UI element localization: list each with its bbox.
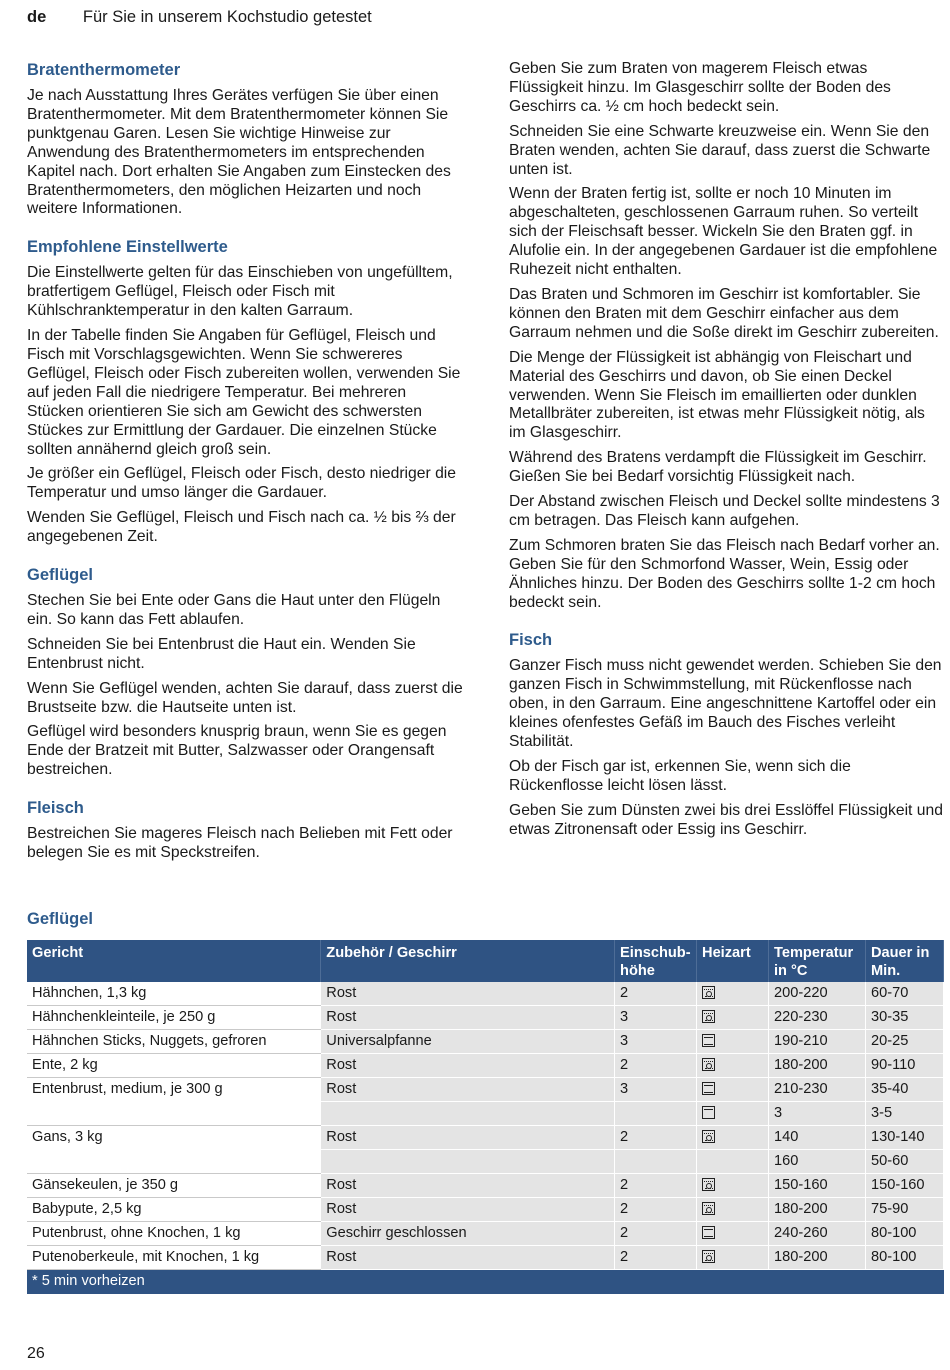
temperature-cell: 140 (769, 1126, 866, 1150)
paragraph: Wenn der Braten fertig ist, sollte er noch 10 Minuten im abgeschalteten, geschlossenen Garraum ruhen. So verteilt sich der Fleischsaft besser. Wickeln Sie den Braten ggf. in Alufolie ein. In der angegebenen Gardauer ist die empfohlene Ruhezeit nicht enthalten. (509, 185, 938, 279)
temperature-cell: 200-220 (769, 982, 866, 1006)
heating-mode-cell (697, 1198, 769, 1222)
heating-mode-cell (697, 1054, 769, 1078)
dish-cell: Hähnchenkleinteile, je 250 g (27, 1006, 321, 1030)
duration-cell: 20-25 (865, 1030, 943, 1054)
language-code: de (27, 8, 47, 26)
fan-grill-icon (702, 1130, 715, 1143)
icon-line (705, 1260, 713, 1261)
table-footnote-row (27, 1270, 944, 1294)
level-cell: 3 (615, 1006, 697, 1030)
icon-line (705, 1140, 713, 1141)
paragraph: Schneiden Sie bei Entenbrust die Haut ein. Wenden Sie Entenbrust nicht. (27, 635, 416, 672)
temperature-cell: 150-160 (769, 1174, 866, 1198)
page-header (27, 8, 372, 27)
accessory-cell: Geschirr geschlossen (321, 1222, 615, 1246)
footnote: * 5 min vorheizen (27, 1270, 944, 1294)
dish-cell: Ente, 2 kg (27, 1054, 321, 1078)
temperature-cell: 210-230 (769, 1078, 866, 1102)
heating-mode-cell (697, 1174, 769, 1198)
paragraph: Ob der Fisch gar ist, erkennen Sie, wenn sich die Rückenflosse leicht lösen lässt. (509, 758, 851, 794)
heating-mode-cell (697, 1126, 769, 1150)
column-header: Temperatur in °C (769, 940, 866, 982)
dish-cell: Gans, 3 kg (27, 1126, 321, 1150)
paragraph: Je größer ein Geflügel, Fleisch oder Fisch, desto niedriger die Temperatur und umso länger die Gardauer. (27, 465, 457, 502)
temperature-cell: 180-200 (769, 1198, 866, 1222)
column-header: Dauer in Min. (865, 940, 943, 982)
level-cell: 2 (615, 1126, 697, 1150)
fan-grill-icon (702, 986, 715, 999)
section-heading: Geflügel (27, 566, 94, 585)
table-row (27, 1006, 944, 1030)
level-cell: 3 (615, 1078, 697, 1102)
level-cell: 2 (615, 1198, 697, 1222)
section-heading: Fisch (509, 631, 553, 650)
paragraph: Wenden Sie Geflügel, Fleisch und Fisch nach ca. ½ bis ⅔ der angegebenen Zeit. (27, 509, 456, 546)
accessory-cell (321, 1150, 615, 1174)
dish-cell: Putenoberkeule, mit Knochen, 1 kg (27, 1246, 321, 1270)
accessory-cell: Rost (321, 1198, 615, 1222)
table-header-row (27, 940, 944, 982)
section-heading: Fleisch (27, 799, 84, 818)
table-row (27, 1102, 944, 1126)
top-bottom-icon (702, 1082, 715, 1095)
paragraph: Die Menge der Flüssigkeit ist abhängig von Fleischart und Material des Geschirrs und davon, ob Sie einen Deckel verwenden. Wenn Sie Fleisch im emaillierten oder dunklen Metallbräter zubereiten, ist etwas mehr Flüssigkeit nötig, als im Glasgeschirr. (509, 348, 925, 442)
column-header: Einschub-höhe (615, 940, 697, 982)
temperature-cell: 160 (769, 1150, 866, 1174)
level-cell: 2 (615, 1246, 697, 1270)
fan-grill-icon (702, 1250, 715, 1263)
section-gap (27, 786, 467, 798)
accessory-cell (321, 1102, 615, 1126)
paragraph: Geben Sie zum Braten von magerem Fleisch etwas Flüssigkeit hinzu. Im Glasgeschirr sollte der Boden des Geschirrs ca. ½ cm hoch bedeckt sein. (509, 60, 891, 115)
fan-grill-icon (702, 1178, 715, 1191)
temperature-cell: 3 (769, 1102, 866, 1126)
heating-mode-cell (697, 1222, 769, 1246)
dish-cell: Gänsekeulen, je 350 g (27, 1174, 321, 1198)
top-icon (702, 1106, 715, 1119)
paragraph: Die Einstellwerte gelten für das Einschieben von ungefülltem, bratfertigem Geflügel, Fleisch oder Fisch mit Kühlschranktemperatur in den kalten Garraum. (27, 264, 453, 320)
table-row (27, 1030, 944, 1054)
table-title: Geflügel (27, 910, 94, 928)
icon-line (705, 1020, 713, 1021)
level-cell: 2 (615, 1174, 697, 1198)
paragraph: Geflügel wird besonders knusprig braun, wenn Sie es gegen Ende der Bratzeit mit Butter, Salzwasser oder Orangensaft bestreichen. (27, 723, 447, 779)
accessory-cell: Rost (321, 1054, 615, 1078)
column-header: Gericht (27, 940, 321, 982)
temperature-cell: 190-210 (769, 1030, 866, 1054)
section-gap (27, 553, 467, 565)
duration-cell: 75-90 (865, 1198, 943, 1222)
paragraph: Während des Bratens verdampft die Flüssigkeit im Geschirr. Gießen Sie bei Bedarf vorsichtig Flüssigkeit nach. (509, 449, 927, 486)
temperature-cell: 240-260 (769, 1222, 866, 1246)
paragraph: Ganzer Fisch muss nicht gewendet werden. Schieben Sie den ganzen Fisch in Schwimmstellung, mit Rückenflosse nach oben, in den Garraum. Eine angeschnittene Kartoffel oder ein kleines ofenfestes Gefäß im Bauch des Fisches verleiht Stabilität. (509, 657, 942, 751)
fan-grill-icon (702, 1010, 715, 1023)
accessory-cell: Universalpfanne (321, 1030, 615, 1054)
heating-mode-cell (697, 1102, 769, 1126)
table-row (27, 1174, 944, 1198)
header-title: Für Sie in unserem Kochstudio getestet (82, 8, 372, 26)
dish-cell: Putenbrust, ohne Knochen, 1 kg (27, 1222, 321, 1246)
dish-cell: Babypute, 2,5 kg (27, 1198, 321, 1222)
level-cell: 2 (615, 1054, 697, 1078)
temperature-cell: 180-200 (769, 1054, 866, 1078)
paragraph: Bestreichen Sie mageres Fleisch nach Belieben mit Fett oder belegen Sie es mit Speckstreifen. (27, 825, 453, 862)
accessory-cell: Rost (321, 1246, 615, 1270)
column-header: Zubehör / Geschirr (321, 940, 615, 982)
table-row (27, 1078, 944, 1102)
top-bottom-icon (702, 1034, 715, 1047)
duration-cell: 30-35 (865, 1006, 943, 1030)
top-bottom-icon (702, 1226, 715, 1239)
dish-cell: Hähnchen, 1,3 kg (27, 982, 321, 1006)
level-cell (615, 1150, 697, 1174)
dish-cell (27, 1102, 321, 1126)
accessory-cell: Rost (321, 982, 615, 1006)
table-row (27, 1222, 944, 1246)
table-row (27, 1198, 944, 1222)
duration-cell: 80-100 (865, 1246, 943, 1270)
paragraph: Stechen Sie bei Ente oder Gans die Haut unter den Flügeln ein. So kann das Fett ablaufen. (27, 592, 441, 628)
paragraph: Je nach Ausstattung Ihres Gerätes verfügen Sie über einen Bratenthermometer. Mit dem Bratenthermometer können Sie punktgenau Garen. Lesen Sie wichtige Hinweise zur Anwendung des Bratenthermometers im entsprechenden Kapitel nach. Dort erhalten Sie Angaben zum Einstecken des Bratenthermometers, den möglichen Heizarten und noch weitere Informationen. (27, 87, 451, 218)
section-heading: Bratenthermometer (27, 61, 181, 79)
paragraph: Das Braten und Schmoren im Geschirr ist komfortabler. Sie können den Braten mit dem Geschirr einfacher aus dem Garraum nehmen und die Soße direkt im Geschirr zubereiten. (509, 285, 939, 341)
accessory-cell: Rost (321, 1006, 615, 1030)
heating-mode-cell (697, 1030, 769, 1054)
right-column (509, 60, 945, 846)
table-row (27, 1126, 944, 1150)
level-cell: 2 (615, 1222, 697, 1246)
dish-cell (27, 1150, 321, 1174)
paragraph: In der Tabelle finden Sie Angaben für Geflügel, Fleisch und Fisch mit Vorschlagsgewichten. Wenn Sie schwereres Geflügel, Fleisch oder Fisch zubereiten wollen, verwenden Sie auf jeden Fall die niedrigere Temperatur. Bei mehreren Stücken orientieren Sie sich am Gewicht des schwersten Stückes zur Ermittlung der Gardauer. Die einzelnen Stücke sollten annähernd gleich groß sein. (27, 327, 461, 458)
paragraph: Geben Sie zum Dünsten zwei bis drei Esslöffel Flüssigkeit und etwas Zitronensaft oder Essig ins Geschirr. (509, 801, 943, 838)
accessory-cell: Rost (321, 1078, 615, 1102)
cooking-table (27, 940, 944, 1294)
page-number: 26 (27, 1345, 45, 1362)
icon-line (705, 1068, 713, 1069)
dish-cell: Hähnchen Sticks, Nuggets, gefroren (27, 1030, 321, 1054)
duration-cell: 60-70 (865, 982, 943, 1006)
section-heading: Empfohlene Einstellwerte (27, 238, 228, 257)
duration-cell: 3-5 (865, 1102, 943, 1126)
level-cell: 2 (615, 982, 697, 1006)
icon-line (705, 1188, 713, 1189)
table-row (27, 1246, 944, 1270)
duration-cell: 90-110 (865, 1054, 943, 1078)
accessory-cell: Rost (321, 1174, 615, 1198)
accessory-cell: Rost (321, 1126, 615, 1150)
temperature-cell: 180-200 (769, 1246, 866, 1270)
paragraph: Wenn Sie Geflügel wenden, achten Sie darauf, dass zuerst die Brustseite bzw. die Hautseite unten ist. (27, 679, 463, 716)
level-cell (615, 1102, 697, 1126)
paragraph: Der Abstand zwischen Fleisch und Deckel sollte mindestens 3 cm betragen. Das Fleisch kann aufgehen. (509, 493, 940, 529)
left-column (27, 60, 467, 869)
duration-cell: 50-60 (865, 1150, 943, 1174)
paragraph: Zum Schmoren braten Sie das Fleisch nach Bedarf vorher an. Geben Sie für den Schmorfond Wasser, Wein, Essig oder Ähnliches hinzu. Der Boden des Geschirrs sollte 1-2 cm hoch bedeckt sein. (509, 536, 940, 611)
heating-mode-cell (697, 1150, 769, 1174)
fan-grill-icon (702, 1202, 715, 1215)
heating-mode-cell (697, 1078, 769, 1102)
table-row (27, 1150, 944, 1174)
heating-mode-cell (697, 1246, 769, 1270)
duration-cell: 130-140 (865, 1126, 943, 1150)
paragraph: Schneiden Sie eine Schwarte kreuzweise ein. Wenn Sie den Braten wenden, achten Sie darauf, dass zuerst die Schwarte unten ist. (509, 122, 931, 178)
fan-grill-icon (702, 1058, 715, 1071)
column-header: Heizart (697, 940, 769, 982)
heating-mode-cell (697, 982, 769, 1006)
dish-cell: Entenbrust, medium, je 300 g (27, 1078, 321, 1102)
duration-cell: 80-100 (865, 1222, 943, 1246)
temperature-cell: 220-230 (769, 1006, 866, 1030)
heating-mode-cell (697, 1006, 769, 1030)
section-gap (27, 225, 467, 237)
level-cell: 3 (615, 1030, 697, 1054)
table-row (27, 982, 944, 1006)
icon-line (705, 1212, 713, 1213)
section-gap (509, 618, 945, 630)
duration-cell: 150-160 (865, 1174, 943, 1198)
duration-cell: 35-40 (865, 1078, 943, 1102)
table-row (27, 1054, 944, 1078)
icon-line (705, 996, 713, 997)
